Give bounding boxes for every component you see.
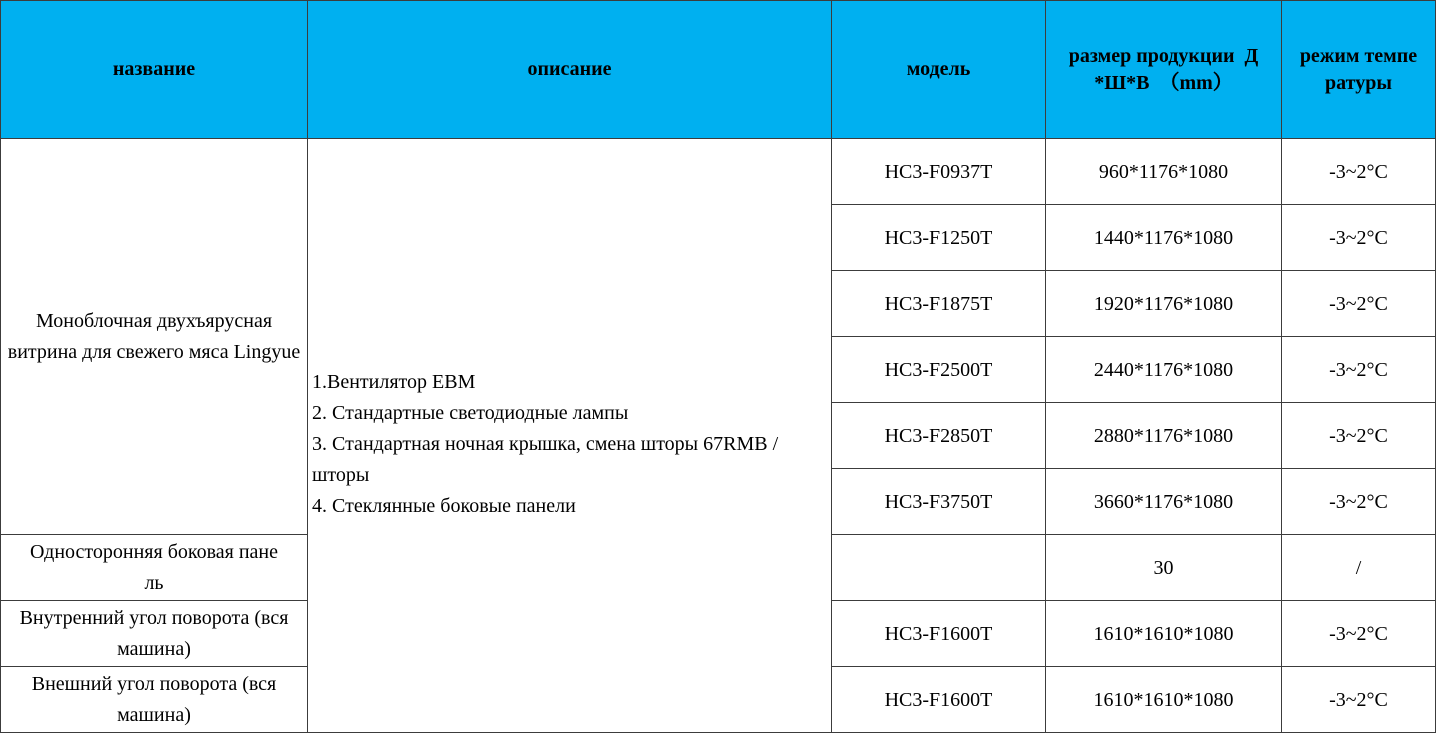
temperature-cell: -3~2°C (1282, 469, 1436, 535)
model-cell (832, 535, 1046, 601)
model-cell: HC3-F1875T (832, 271, 1046, 337)
product-name-cell: Моноблочная двухъярусная витрина для свежего мяса Lingyue (1, 139, 308, 535)
size-cell: 3660*1176*1080 (1046, 469, 1282, 535)
description-cell (308, 139, 832, 733)
temperature-cell: -3~2°C (1282, 601, 1436, 667)
table-row (1, 139, 1436, 205)
model-cell: HC3-F1600T (832, 601, 1046, 667)
model-cell: HC3-F0937T (832, 139, 1046, 205)
temperature-cell: -3~2°C (1282, 403, 1436, 469)
temperature-cell: -3~2°C (1282, 667, 1436, 733)
temperature-cell: / (1282, 535, 1436, 601)
model-cell: HC3-F3750T (832, 469, 1046, 535)
size-cell: 1610*1610*1080 (1046, 667, 1282, 733)
header-description: описание (308, 1, 832, 139)
size-cell: 1440*1176*1080 (1046, 205, 1282, 271)
header-model: модель (832, 1, 1046, 139)
header-size: размер продукции Д *Ш*В （mm） (1046, 1, 1282, 139)
product-name-cell: Внешний угол поворота (вся машина) (1, 667, 308, 733)
size-cell: 960*1176*1080 (1046, 139, 1282, 205)
size-cell: 2880*1176*1080 (1046, 403, 1282, 469)
size-cell: 1610*1610*1080 (1046, 601, 1282, 667)
temperature-cell: -3~2°C (1282, 205, 1436, 271)
size-cell: 1920*1176*1080 (1046, 271, 1282, 337)
description-line: 1.Вентилятор EBM (312, 371, 476, 393)
model-cell: HC3-F2850T (832, 403, 1046, 469)
description-line: 4. Стеклянные боковые панели (312, 495, 576, 517)
product-name-cell: Внутренний угол поворота (вся машина) (1, 601, 308, 667)
temperature-cell: -3~2°C (1282, 337, 1436, 403)
description-line: 2. Стандартные светодиодные лампы (312, 402, 629, 424)
temperature-cell: -3~2°C (1282, 271, 1436, 337)
header-temperature: режим темпе ратуры (1282, 1, 1436, 139)
size-cell: 2440*1176*1080 (1046, 337, 1282, 403)
model-cell: HC3-F2500T (832, 337, 1046, 403)
header-name: название (1, 1, 308, 139)
model-cell: HC3-F1250T (832, 205, 1046, 271)
size-cell: 30 (1046, 535, 1282, 601)
header-row (1, 1, 1436, 139)
description-line: 3. Стандартная ночная крышка, смена шторы 67RMB / шторы (312, 433, 779, 486)
temperature-cell: -3~2°C (1282, 139, 1436, 205)
model-cell: HC3-F1600T (832, 667, 1046, 733)
product-name-cell: Односторонняя боковая пане ль (1, 535, 308, 601)
